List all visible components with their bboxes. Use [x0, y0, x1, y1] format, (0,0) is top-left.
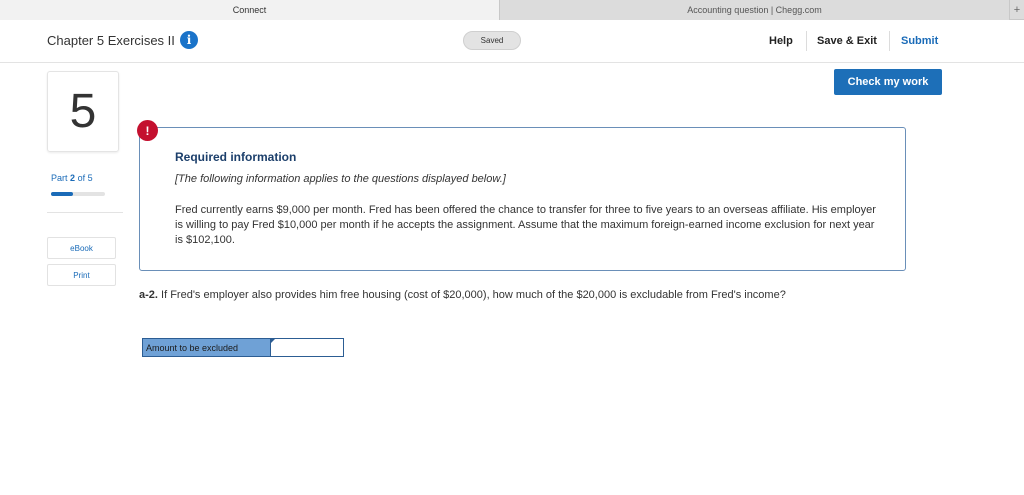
amount-excluded-input[interactable] [271, 338, 344, 357]
answer-row [142, 338, 344, 357]
page-title: Chapter 5 Exercises II [47, 33, 175, 48]
save-exit-button[interactable]: Save & Exit [817, 35, 877, 47]
info-icon[interactable]: i [180, 31, 198, 49]
required-info-title: Required information [175, 150, 297, 164]
part-progress-bar [51, 192, 105, 196]
help-button[interactable]: Help [769, 35, 793, 47]
question-prompt [139, 289, 786, 301]
required-info-note: [The following information applies to the questions displayed below.] [175, 173, 506, 185]
question-label: a-2. [139, 289, 158, 301]
required-information-panel [139, 127, 906, 271]
submit-button[interactable]: Submit [901, 35, 939, 47]
new-tab-icon[interactable]: + [1010, 0, 1024, 19]
part-indicator [51, 173, 93, 183]
check-my-work-button[interactable]: Check my work [834, 69, 942, 95]
sidebar-divider [47, 212, 123, 213]
input-flag-icon [271, 338, 276, 343]
tab-chegg[interactable]: Accounting question | Chegg.com [500, 0, 1010, 20]
part-word: Part [51, 173, 68, 183]
part-total: of 5 [77, 173, 93, 183]
print-button[interactable]: Print [47, 264, 116, 286]
header-divider [889, 31, 890, 51]
assignment-header [0, 21, 1024, 63]
ebook-button[interactable]: eBook [47, 237, 116, 259]
alert-icon: ! [137, 120, 158, 141]
question-text: If Fred's employer also provides him free housing (cost of $20,000), how much of the $20,000 is excludable from Fred's income? [161, 289, 786, 301]
question-number: 5 [47, 71, 119, 152]
saved-status-badge: Saved [463, 31, 521, 50]
required-info-body: Fred currently earns $9,000 per month. Fred has been offered the chance to transfer for three to five years to an overseas affiliate. His employer is willing to pay Fred $10,000 per month if he accepts the assignment. Assume that the maximum foreign-earned income exclusion for next year is $102,100. [175, 204, 876, 246]
part-current: 2 [70, 173, 76, 183]
browser-tab-strip [0, 0, 1024, 20]
tab-connect[interactable]: Connect [0, 0, 500, 20]
answer-label: Amount to be excluded [142, 338, 271, 357]
header-divider [806, 31, 807, 51]
part-progress-fill [51, 192, 73, 196]
